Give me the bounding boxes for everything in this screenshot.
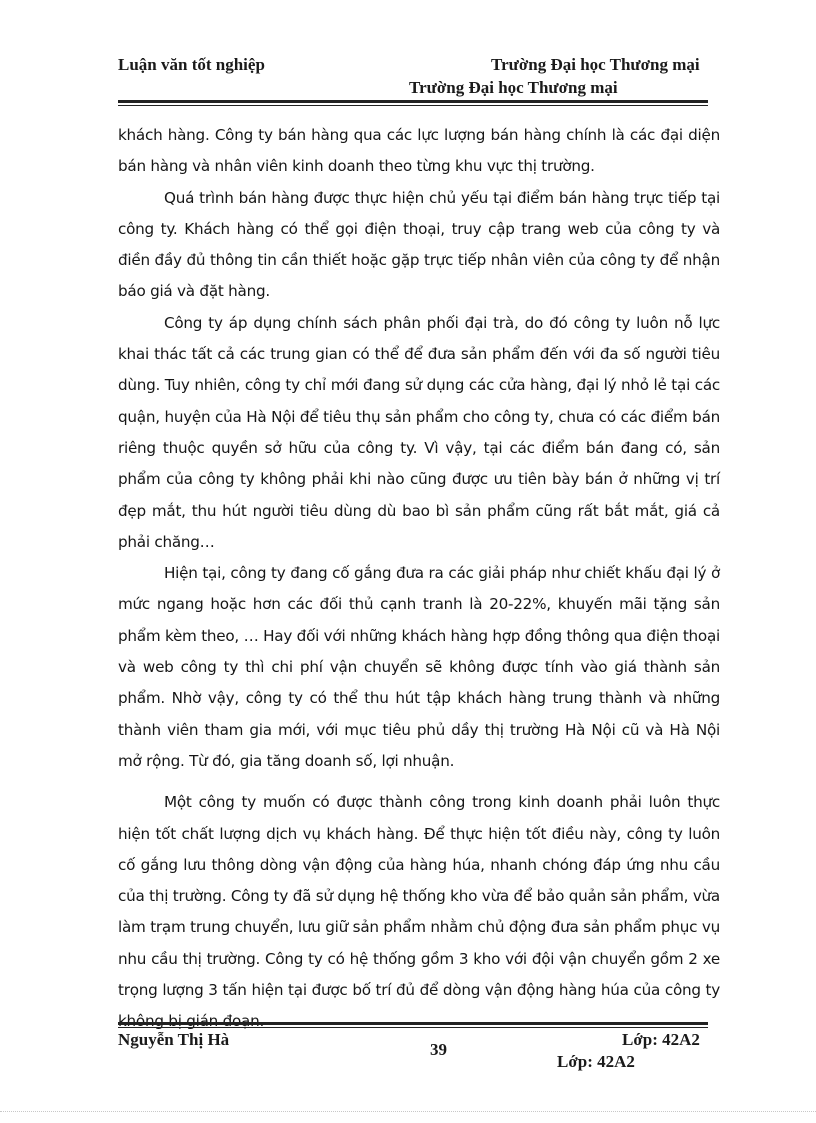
footer-class-repeat: Lớp: 42A2 xyxy=(557,1052,635,1071)
paragraph: Hiện tại, công ty đang cố gắng đưa ra các giải pháp như chiết khấu đại lý ở mức ngang hoặc hơn các đối thủ cạnh tranh là 20-22%, khuyến mãi tặng sản phẩm kèm theo, … Hay đối với những khách hàng hợp đồng thông qua điện thoại và web công ty thì chi phí vận chuyển sẽ không được tính vào giá thành sản phẩm. Nhờ vậy, công ty có thể thu hút tập khách hàng trung thành và những thành viên tham gia mới, với mục tiêu phủ dầy thị trường Hà Nội cũ và Hà Nội mở rộng. Từ đó, gia tăng doanh số, lợi nhuận. xyxy=(118,564,720,770)
footer-rule-thin xyxy=(118,1027,708,1028)
header-university-repeat: Trường Đại học Thương mại xyxy=(409,78,618,97)
document-body xyxy=(118,120,720,1038)
paragraph: Quá trình bán hàng được thực hiện chủ yếu tại điểm bán hàng trực tiếp tại công ty. Khách hàng có thể gọi điện thoại, truy cập trang web của công ty và điền đầy đủ thông tin cần thiết hoặc gặp trực tiếp nhân viên của công ty để nhận báo giá và đặt hàng. xyxy=(118,188,720,301)
paragraph: khách hàng. Công ty bán hàng qua các lực lượng bán hàng chính là các đại diện bán hàng và nhân viên kinh doanh theo từng khu vực thị trường. xyxy=(118,126,720,176)
page-bottom-dotted-line xyxy=(0,1111,816,1112)
header-rule-thin xyxy=(118,105,708,106)
header-university: Trường Đại học Thương mại xyxy=(491,55,700,74)
footer-class: Lớp: 42A2 xyxy=(622,1030,700,1049)
footer-author: Nguyễn Thị Hà xyxy=(118,1030,230,1049)
header-rule-thick xyxy=(118,100,708,103)
header-thesis-title: Luận văn tốt nghiệp xyxy=(118,55,265,74)
paragraph: Một công ty muốn có được thành công trong kinh doanh phải luôn thực hiện tốt chất lượng dịch vụ khách hàng. Để thực hiện tốt điều này, công ty luôn cố gắng lưu thông dòng vận động của hàng húa, nhanh chóng đáp ứng nhu cầu của thị trường. Công ty đã sử dụng hệ thống kho vừa để bảo quản sản phẩm, vừa làm trạm trung chuyển, lưu giữ sản phẩm nhằm chủ động đưa sản phẩm phục vụ nhu cầu thị trường. Công ty có hệ thống gồm 3 kho với đội vận chuyển gồm 2 xe trọng lượng 3 tấn hiện tại được bố trí đủ để dòng vận động hàng húa của công ty xyxy=(118,793,720,1000)
paragraph: Công ty áp dụng chính sách phân phối đại trà, do đó công ty luôn nỗ lực khai thác tất cả các trung gian có thể để đưa sản phẩm đến với đa số người tiêu dùng. Tuy nhiên, công ty chỉ mới đang sử dụng các cửa hàng, đại lý nhỏ lẻ tại các quận, huyện của Hà Nội để tiêu thụ sản phẩm cho công ty, chưa có các điểm bán riêng thuộc quyền sở hữu của công ty. Vì vậy, tại các điểm bán đang có, sản phẩm của công ty không phải khi nào cũng được ưu tiên bày bán ở những vị trí đẹp mắt, thu hút người tiêu dùng dù bao bì sản phẩm cũng rất bắt mắt, giá cả phải chăng… xyxy=(118,313,720,551)
page-number: 39 xyxy=(430,1040,447,1059)
footer-rule-thick xyxy=(118,1022,708,1025)
